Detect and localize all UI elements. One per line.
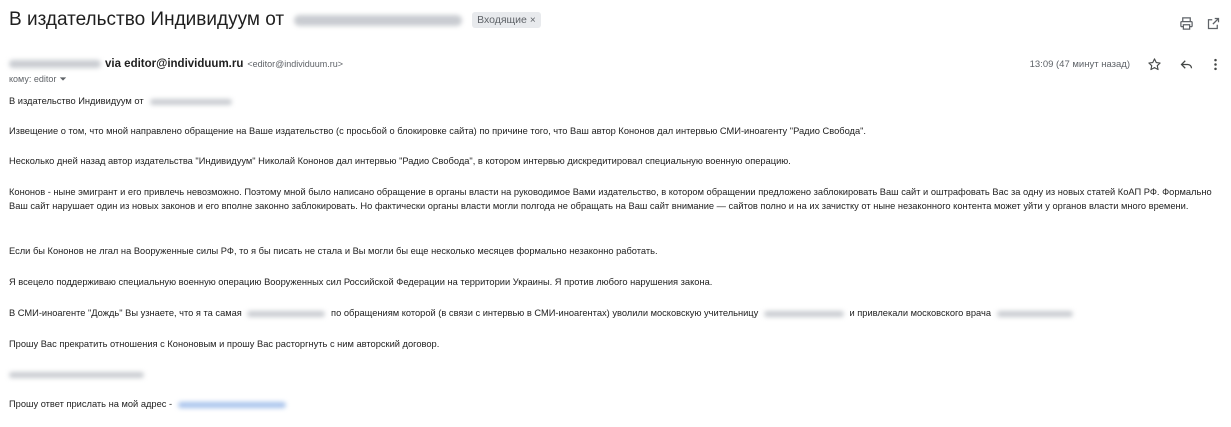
printer-icon <box>1179 16 1194 31</box>
sender-line <box>9 58 343 70</box>
redacted-name <box>997 311 1073 317</box>
star-button[interactable] <box>1143 53 1165 75</box>
reply-button[interactable] <box>1175 53 1197 75</box>
redacted-email-link[interactable] <box>178 402 286 408</box>
open-in-new-icon <box>1206 16 1221 31</box>
sender-via[interactable]: via editor@individuum.ru <box>105 58 244 70</box>
caret-down-icon[interactable] <box>59 75 67 83</box>
more-options-button[interactable] <box>1204 53 1226 75</box>
inbox-label-text: Входящие <box>477 14 527 26</box>
paragraph-6-part-b: по обращениям которой (в связи с интервью в СМИ-иноагентах) уволили московскую учительницу <box>331 308 759 318</box>
paragraph-4: Если бы Кононов не лгал на Вооруженные силы РФ, то я бы писать не стала и Вы могли бы еще несколько месяцев формально незаконно работать. <box>9 246 658 256</box>
email-time: 13:09 (47 минут назад) <box>1029 59 1130 70</box>
remove-label-button[interactable]: × <box>529 14 536 26</box>
greeting-line <box>9 95 1221 109</box>
redacted-name <box>150 99 232 105</box>
email-subject <box>9 9 541 31</box>
subject-title: В издательство Индивидуум от <box>9 9 285 30</box>
paragraph-3: Кононов - ныне эмигрант и его привлечь невозможно. Поэтому мной было написано обращение в органы власти на руководимое Вами издательство, в котором обращении предложено заблокировать Ваш сайт и оштрафовать Вас за одну из новых статей КоАП РФ. Формально Ваш сайт нарушает один из новых законов и его вполне законно заблокировать. Но фактически органы власти могли полгода не обращать на Ваш сайт внимание — сайтов полно и на их зачистку от ныне незаконного контента может уйти у органов власти много времени. <box>9 187 1212 211</box>
paragraph-9-text: Прошу ответ прислать на мой адрес - <box>9 399 173 409</box>
signature-line <box>9 368 1221 382</box>
paragraph-7: Прошу Вас прекратить отношения с Кононовым и прошу Вас расторгнуть с ним авторский договор. <box>9 339 440 349</box>
open-new-window-button[interactable] <box>1202 12 1224 34</box>
more-vert-icon <box>1208 57 1223 72</box>
redacted-sender-name <box>294 15 462 26</box>
paragraph-9 <box>9 398 1221 412</box>
greeting-text: В издательство Индивидуум от <box>9 96 144 106</box>
inbox-label[interactable] <box>472 12 541 28</box>
redacted-signature <box>9 372 144 378</box>
star-icon <box>1147 57 1162 72</box>
paragraph-6-part-a: В СМИ-иноагенте "Дождь" Вы узнаете, что я та самая <box>9 308 242 318</box>
reply-icon <box>1179 57 1194 72</box>
paragraph-6-part-c: и привлекали московского врача <box>849 308 992 318</box>
paragraph-5: Я всецело поддерживаю специальную военную операцию Вооруженных сил Российской Федерации на территории Украины. Я против любого нарушения закона. <box>9 277 713 287</box>
redacted-name <box>764 311 844 317</box>
paragraph-6 <box>9 307 1221 321</box>
print-button[interactable] <box>1175 12 1197 34</box>
paragraph-1: Извещение о том, что мной направлено обращение на Ваше издательство (с просьбой о блокировке сайта) по причине того, что Ваш автор Кононов дал интервью СМИ-иноагенту "Радио Свобода". <box>9 126 867 136</box>
paragraph-2: Несколько дней назад автор издательства "Индивидуум" Николай Кононов дал интервью "Радио Свобода", в котором интервью дискредитировал специальную военную операцию. <box>9 156 791 166</box>
recipient-line[interactable] <box>9 74 67 84</box>
redacted-sender-display-name <box>9 60 101 68</box>
sender-email: <editor@individuum.ru> <box>247 59 344 69</box>
redacted-name <box>247 311 325 317</box>
recipient-text: кому: editor <box>9 74 57 84</box>
